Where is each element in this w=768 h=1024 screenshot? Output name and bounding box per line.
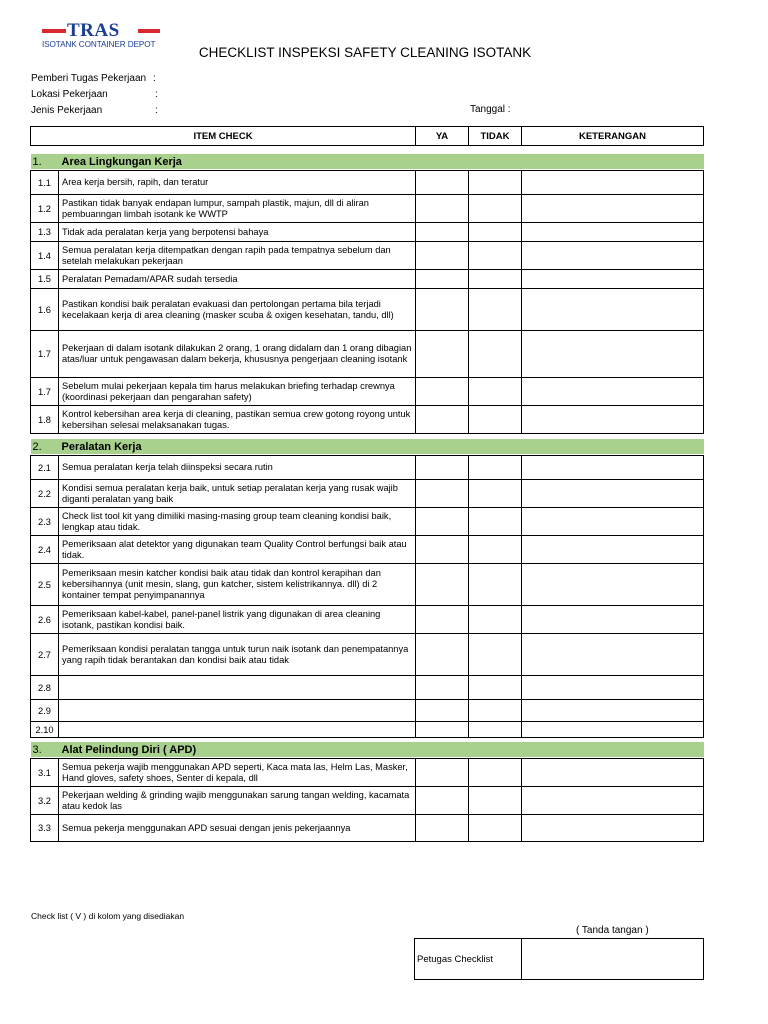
ya-checkbox-cell[interactable]: [416, 289, 469, 331]
item-text: Semua peralatan kerja ditempatkan dengan rapih pada tempatnya sebelum dan setelah melakukan pekerjaan: [59, 242, 416, 270]
item-text: Pekerjaan welding & grinding wajib menggunakan sarung tangan welding, kacamata atau kedok las: [59, 787, 416, 815]
ya-checkbox-cell[interactable]: [416, 378, 469, 406]
table-row: [31, 378, 704, 406]
ya-checkbox-cell[interactable]: [416, 331, 469, 378]
tidak-checkbox-cell[interactable]: [469, 564, 522, 606]
header-keterangan: KETERANGAN: [522, 127, 704, 146]
item-number: 1.7: [31, 378, 59, 406]
section-header: [31, 154, 704, 169]
item-text: Semua peralatan kerja telah diinspeksi secara rutin: [59, 456, 416, 480]
item-number: 1.7: [31, 331, 59, 378]
section-title: Alat Pelindung Diri ( APD): [61, 743, 197, 756]
item-text: Pemeriksaan kabel-kabel, panel-panel listrik yang digunakan di area cleaning isotank, pastikan kondisi baik.: [59, 606, 416, 634]
meta-label: Pemberi Tugas Pekerjaan: [31, 73, 147, 84]
table-row: [31, 171, 704, 195]
section-number: 1.: [32, 155, 42, 168]
section-title: Area Lingkungan Kerja: [61, 155, 182, 168]
tidak-checkbox-cell[interactable]: [469, 634, 522, 676]
item-text: Pekerjaan di dalam isotank dilakukan 2 orang, 1 orang didalam dan 1 orang dibagian atas/luar untuk pengawasan dalam bekerja, khususnya pengerjaan cleaning isotank: [59, 331, 416, 378]
item-text: Pastikan tidak banyak endapan lumpur, sampah plastik, majun, dll di aliran pembuanngan limbah isotank ke WWTP: [59, 195, 416, 223]
item-number: 1.2: [31, 195, 59, 223]
keterangan-field[interactable]: [522, 480, 704, 508]
table-row: [31, 195, 704, 223]
keterangan-field[interactable]: [522, 242, 704, 270]
logo-subtitle: ISOTANK CONTAINER DEPOT: [42, 40, 156, 49]
tidak-checkbox-cell[interactable]: [469, 456, 522, 480]
item-text: [59, 700, 416, 722]
ya-checkbox-cell[interactable]: [416, 564, 469, 606]
keterangan-field[interactable]: [522, 406, 704, 434]
tidak-checkbox-cell[interactable]: [469, 289, 522, 331]
checklist-body: [31, 146, 704, 842]
item-number: 2.4: [31, 536, 59, 564]
ya-checkbox-cell[interactable]: [416, 700, 469, 722]
footnote: Check list ( V ) di kolom yang disediakan: [31, 911, 185, 921]
table-row: [31, 722, 704, 738]
keterangan-field[interactable]: [522, 171, 704, 195]
ya-checkbox-cell[interactable]: [416, 634, 469, 676]
table-row: [31, 480, 704, 508]
keterangan-field[interactable]: [522, 289, 704, 331]
section-header: [31, 439, 704, 454]
tidak-checkbox-cell[interactable]: [469, 406, 522, 434]
ya-checkbox-cell[interactable]: [416, 406, 469, 434]
tidak-checkbox-cell[interactable]: [469, 676, 522, 700]
table-row: [31, 223, 704, 242]
tidak-checkbox-cell[interactable]: [469, 270, 522, 289]
tidak-checkbox-cell[interactable]: [469, 223, 522, 242]
ya-checkbox-cell[interactable]: [416, 195, 469, 223]
item-text: Pastikan kondisi baik peralatan evakuasi dan pertolongan pertama bila terjadi kecelakaan kerja di area cleaning (masker scuba & oxigen kesehatan, tandu, dll): [59, 289, 416, 331]
tidak-checkbox-cell[interactable]: [469, 242, 522, 270]
item-number: 2.8: [31, 676, 59, 700]
item-number: 1.1: [31, 171, 59, 195]
table-row: [31, 815, 704, 842]
item-number: 2.6: [31, 606, 59, 634]
table-row: [31, 270, 704, 289]
item-text: Tidak ada peralatan kerja yang berpotensi bahaya: [59, 223, 416, 242]
keterangan-field[interactable]: [522, 331, 704, 378]
section-number: 3.: [32, 743, 42, 756]
keterangan-field[interactable]: [522, 759, 704, 787]
logo-word: TRAS: [67, 20, 120, 41]
logo-bar-left: [42, 29, 66, 33]
keterangan-field[interactable]: [522, 676, 704, 700]
ya-checkbox-cell[interactable]: [416, 722, 469, 738]
ya-checkbox-cell[interactable]: [416, 456, 469, 480]
ya-checkbox-cell[interactable]: [416, 787, 469, 815]
item-text: Pemeriksaan kondisi peralatan tangga untuk turun naik isotank dan penempatannya yang rapih tidak berantakan dan kondisi baik atau tidak: [59, 634, 416, 676]
table-row: [31, 676, 704, 700]
ya-checkbox-cell[interactable]: [416, 676, 469, 700]
logo-bar-right: [138, 29, 160, 33]
signature-row: [415, 939, 704, 980]
item-number: 2.1: [31, 456, 59, 480]
tanda-tangan-label: ( Tanda tangan ): [576, 925, 649, 936]
tidak-checkbox-cell[interactable]: [469, 700, 522, 722]
item-text: [59, 722, 416, 738]
table-header: [31, 127, 704, 146]
keterangan-field[interactable]: [522, 634, 704, 676]
section-header: [31, 742, 704, 757]
gap-cell: [31, 146, 704, 155]
item-number: 2.10: [31, 722, 59, 738]
keterangan-field[interactable]: [522, 378, 704, 406]
tidak-checkbox-cell[interactable]: [469, 378, 522, 406]
ya-checkbox-cell[interactable]: [416, 606, 469, 634]
section-title: Peralatan Kerja: [61, 440, 142, 453]
item-text: Semua pekerja wajib menggunakan APD seperti, Kaca mata las, Helm Las, Masker, Hand gloves, safety shoes, Senter di kepala, dll: [59, 759, 416, 787]
meta-label: Jenis Pekerjaan: [31, 105, 103, 116]
header-tidak: TIDAK: [469, 127, 522, 146]
ya-checkbox-cell[interactable]: [416, 171, 469, 195]
item-number: 1.3: [31, 223, 59, 242]
item-number: 3.1: [31, 759, 59, 787]
table-row: [31, 331, 704, 378]
table-row: [31, 242, 704, 270]
tidak-checkbox-cell[interactable]: [469, 787, 522, 815]
ya-checkbox-cell[interactable]: [416, 815, 469, 842]
item-text: Semua pekerja menggunakan APD sesuai dengan jenis pekerjaannya: [59, 815, 416, 842]
keterangan-field[interactable]: [522, 815, 704, 842]
ya-checkbox-cell[interactable]: [416, 536, 469, 564]
item-text: Kontrol kebersihan area kerja di cleaning, pastikan semua crew gotong royong untuk kebersihan selesai melaksanakan tugas.: [59, 406, 416, 434]
tidak-checkbox-cell[interactable]: [469, 536, 522, 564]
table-row: [31, 606, 704, 634]
table-row: [31, 700, 704, 722]
item-text: Pemeriksaan mesin katcher kondisi baik atau tidak dan kontrol kerapihan dan kebersihannya (unit mesin, slang, gun katcher, sistem kelistrikannya. dll) di 2 kontainer tempat penyimpanannya: [59, 564, 416, 606]
table-row: [31, 508, 704, 536]
keterangan-field[interactable]: [522, 270, 704, 289]
table-row: [31, 564, 704, 606]
checklist-table: [30, 126, 704, 842]
tidak-checkbox-cell[interactable]: [469, 508, 522, 536]
item-number: 1.4: [31, 242, 59, 270]
header-item-check: ITEM CHECK: [31, 127, 416, 146]
keterangan-field[interactable]: [522, 536, 704, 564]
section-gap: [31, 146, 704, 155]
section-number: 2.: [32, 440, 42, 453]
ya-checkbox-cell[interactable]: [416, 480, 469, 508]
tidak-checkbox-cell[interactable]: [469, 759, 522, 787]
table-row: [31, 406, 704, 434]
ya-checkbox-cell[interactable]: [416, 759, 469, 787]
item-number: 2.7: [31, 634, 59, 676]
item-number: 2.5: [31, 564, 59, 606]
item-number: 2.3: [31, 508, 59, 536]
keterangan-field[interactable]: [522, 456, 704, 480]
item-number: 3.2: [31, 787, 59, 815]
table-row: [31, 759, 704, 787]
item-number: 2.9: [31, 700, 59, 722]
tidak-checkbox-cell[interactable]: [469, 171, 522, 195]
keterangan-field[interactable]: [522, 508, 704, 536]
tanggal-label: Tanggal :: [470, 104, 511, 115]
keterangan-field[interactable]: [522, 564, 704, 606]
meta-colon: :: [155, 105, 158, 116]
item-text: [59, 676, 416, 700]
header-ya: YA: [416, 127, 469, 146]
section-title-cell: [31, 439, 704, 454]
item-text: Sebelum mulai pekerjaan kepala tim harus melakukan briefing terhadap crewnya (koordinasi pekerjaan dan pengarahan safety): [59, 378, 416, 406]
meta-label: Lokasi Pekerjaan: [31, 89, 108, 100]
item-text: Peralatan Pemadam/APAR sudah tersedia: [59, 270, 416, 289]
table-row: [31, 456, 704, 480]
tidak-checkbox-cell[interactable]: [469, 331, 522, 378]
table-row: [31, 289, 704, 331]
tidak-checkbox-cell[interactable]: [469, 722, 522, 738]
meta-colon: :: [153, 73, 156, 84]
keterangan-field[interactable]: [522, 606, 704, 634]
tidak-checkbox-cell[interactable]: [469, 815, 522, 842]
item-text: Check list tool kit yang dimiliki masing-masing group team cleaning kondisi baik, lengkap atau tidak.: [59, 508, 416, 536]
signature-field[interactable]: [522, 939, 704, 980]
keterangan-field[interactable]: [522, 195, 704, 223]
tidak-checkbox-cell[interactable]: [469, 195, 522, 223]
keterangan-field[interactable]: [522, 722, 704, 738]
table-row: [31, 634, 704, 676]
keterangan-field[interactable]: [522, 223, 704, 242]
item-text: Pemeriksaan alat detektor yang digunakan team Quality Control berfungsi baik atau tidak.: [59, 536, 416, 564]
keterangan-field[interactable]: [522, 787, 704, 815]
meta-colon: :: [155, 89, 158, 100]
table-row: [31, 536, 704, 564]
page-title: CHECKLIST INSPEKSI SAFETY CLEANING ISOTANK: [198, 45, 532, 60]
item-text: Kondisi semua peralatan kerja baik, untuk setiap peralatan kerja yang rusak wajib diganti peralatan yang baik: [59, 480, 416, 508]
item-number: 2.2: [31, 480, 59, 508]
section-title-cell: [31, 742, 704, 757]
keterangan-field[interactable]: [522, 700, 704, 722]
ya-checkbox-cell[interactable]: [416, 270, 469, 289]
section-title-cell: [31, 154, 704, 169]
petugas-label: Petugas Checklist: [415, 939, 522, 980]
ya-checkbox-cell[interactable]: [416, 508, 469, 536]
item-number: 1.6: [31, 289, 59, 331]
ya-checkbox-cell[interactable]: [416, 223, 469, 242]
item-number: 3.3: [31, 815, 59, 842]
table-row: [31, 787, 704, 815]
item-number: 1.5: [31, 270, 59, 289]
tidak-checkbox-cell[interactable]: [469, 606, 522, 634]
item-text: Area kerja bersih, rapih, dan teratur: [59, 171, 416, 195]
signature-table: [414, 938, 704, 980]
tidak-checkbox-cell[interactable]: [469, 480, 522, 508]
ya-checkbox-cell[interactable]: [416, 242, 469, 270]
item-number: 1.8: [31, 406, 59, 434]
